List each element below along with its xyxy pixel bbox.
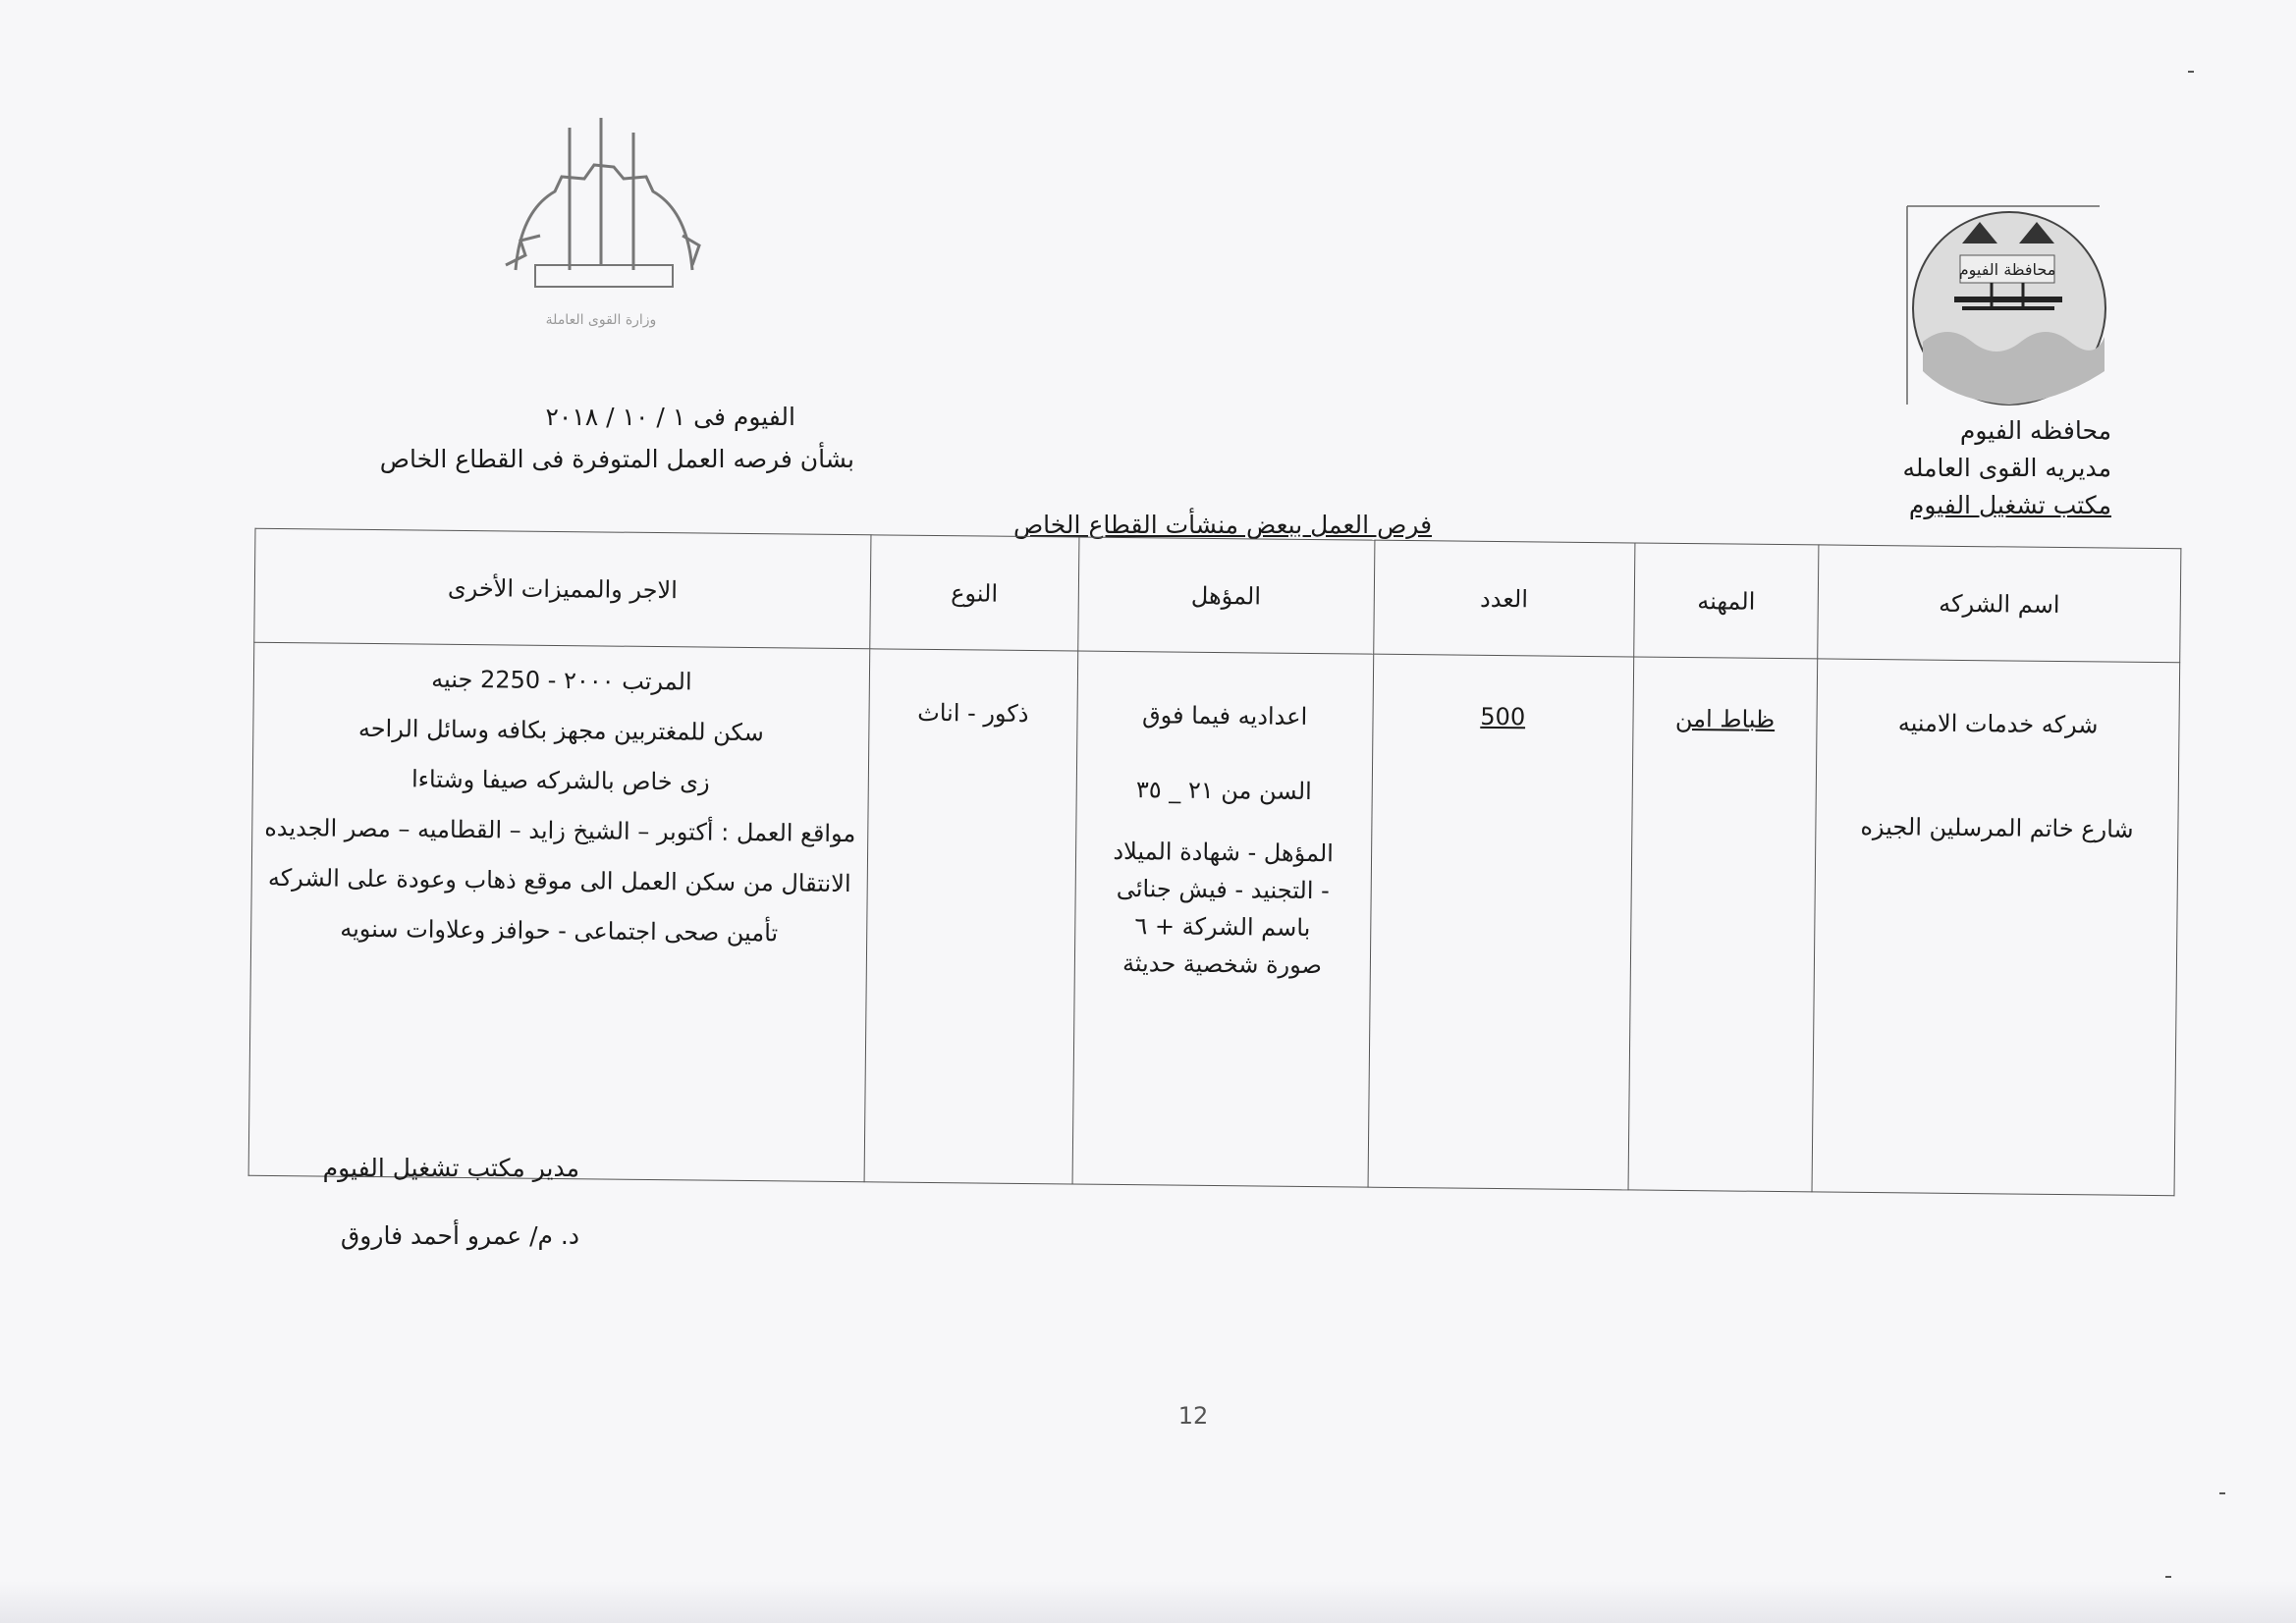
qualification-documents: المؤهل - شهادة الميلاد - التجنيد - فيش جنائى باسم الشركة + ٦ صورة شخصية حديثة [1113, 837, 1335, 980]
ministry-logo-text: وزارة القوى العاملة [545, 312, 657, 328]
directorate-name: مديريه القوى العامله [1902, 454, 2111, 482]
benefit-housing: سكن للمغتربين مجهز بكافه وسائل الراحه [357, 714, 764, 747]
company-address: شارع خاتم المرسلين الجيزه [1860, 812, 2134, 843]
ministry-logo [491, 118, 712, 339]
benefit-transport: الانتقال من سكن العمل الى موقع ذهاب وعودة على الشركه [267, 863, 851, 898]
header-benefits: الاجر والمميزات الأخرى [254, 528, 871, 649]
company-name: شركه خدمات الامنيه [1897, 709, 2099, 739]
cell-qualification [1072, 651, 1374, 1187]
qualification-education: اعداديه فيما فوق [1141, 701, 1308, 730]
cell-company [1812, 659, 2179, 1196]
signature-block [285, 1154, 579, 1250]
header-gender: النوع [870, 535, 1079, 651]
benefit-insurance: تأمين صحى اجتماعى - حوافز وعلاوات سنويه [340, 914, 779, 947]
signature-name: د. م/ عمرو أحمد فاروق [340, 1221, 579, 1250]
table-row [248, 642, 2180, 1196]
job-title: ظباط امن [1674, 704, 1776, 733]
governorate-header [1797, 412, 2111, 524]
table-header-row [254, 528, 2181, 663]
scan-speck [2188, 71, 2194, 73]
signature-title: مدير مكتب تشغيل الفيوم [322, 1154, 579, 1182]
cell-count [1368, 654, 1634, 1190]
header-job: المهنه [1634, 543, 1820, 659]
page-number: 12 [1177, 1402, 1209, 1430]
date-line: الفيوم فى ١ / ١٠ / ٢٠١٨ [545, 403, 795, 431]
job-count: 500 [1480, 702, 1526, 731]
table-title: فرص العمل ببعض منشأت القطاع الخاص [1012, 511, 1433, 539]
cell-benefits [248, 642, 870, 1182]
benefit-uniform: زى خاص بالشركه صيفا وشتاءا [410, 765, 710, 796]
benefit-salary: المرتب ٢٠٠٠ - 2250 جنيه [431, 665, 692, 696]
cell-job [1628, 657, 1818, 1192]
header-count: العدد [1373, 540, 1634, 657]
fayoum-governorate-logo [1903, 204, 2111, 406]
scan-shadow [0, 1581, 2296, 1623]
office-name: مكتب تشغيل الفيوم [1908, 491, 2111, 519]
header-qualification: المؤهل [1077, 537, 1374, 654]
gender-value: ذكور - اناث [917, 698, 1029, 729]
job-opportunities-table [248, 528, 2182, 1197]
scan-speck [2219, 1492, 2225, 1494]
qualification-age: السن من ٢١ _ ٣٥ [1135, 776, 1312, 806]
logo-text: محافظة الفيوم [1958, 260, 2056, 279]
scan-speck [2165, 1576, 2171, 1578]
cell-gender [864, 649, 1077, 1184]
governorate-name: محافظه الفيوم [1959, 416, 2111, 445]
benefit-locations: مواقع العمل : أكتوبر – الشيخ زايد – القطاميه – مصر الجديده [264, 813, 856, 848]
header-company: اسم الشركه [1818, 545, 2181, 663]
subject-line: بشأن فرصه العمل المتوفرة فى القطاع الخاص [379, 445, 854, 473]
